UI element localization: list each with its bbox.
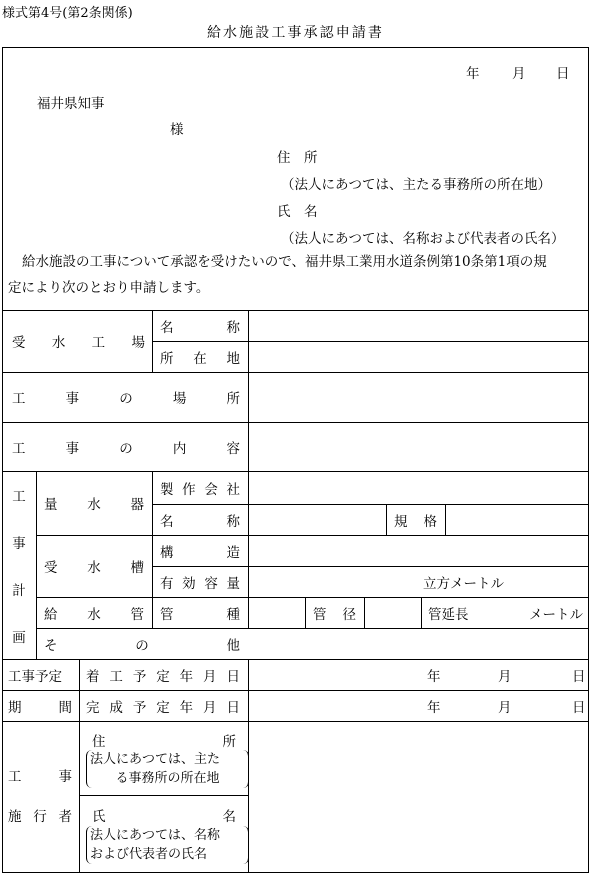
- water-tank-label: 受 水 槽: [44, 560, 144, 576]
- start-year-label: 年: [427, 669, 441, 685]
- contractor-address-note: 法人にあつては、主た る事務所の所在地: [86, 750, 249, 788]
- start-date-label: 着 工 予 定 年 月 日: [86, 668, 240, 685]
- construction-content-field[interactable]: [249, 423, 588, 471]
- form-number-label: 様式第4号(第2条関係): [2, 6, 133, 21]
- construction-site-label: 工 事 の 場 所: [12, 391, 240, 407]
- contractor-address-field[interactable]: [249, 722, 588, 795]
- contractor-address-label: 住 所: [92, 734, 236, 750]
- start-day-label: 日: [572, 669, 586, 685]
- construction-content-label: 工 事 の 内 容: [12, 440, 240, 457]
- construction-plan-label: 工 事 計 画: [12, 488, 26, 646]
- pipe-length-unit: メートル: [529, 606, 583, 623]
- start-date-field[interactable]: [249, 660, 588, 690]
- supply-pipe-label: 給 水 管: [44, 606, 144, 623]
- contractor-label-line2: 施 行 者: [8, 809, 72, 825]
- form-title: 給水施設工事承認申請書: [206, 25, 385, 41]
- water-meter-label: 量 水 器: [44, 497, 144, 513]
- contractor-name-label: 氏 名: [92, 809, 236, 825]
- tank-structure-label: 構 造: [160, 544, 240, 561]
- applicant-address-note: （法人にあつては、主たる事務所の所在地）: [281, 177, 551, 193]
- meter-name-field[interactable]: [249, 505, 385, 535]
- completion-date-label: 完 成 予 定 年 月 日: [86, 699, 240, 716]
- factory-location-field[interactable]: [249, 342, 588, 372]
- planned-period-label-line1: 工事予定: [8, 668, 62, 685]
- factory-name-label: 名 称: [160, 319, 240, 336]
- completion-date-field[interactable]: [249, 691, 588, 721]
- pipe-diameter-field[interactable]: [365, 598, 420, 628]
- completion-year-label: 年: [427, 700, 441, 716]
- tank-capacity-field[interactable]: [249, 566, 588, 597]
- meter-name-label: 名 称: [160, 513, 240, 530]
- meter-spec-field[interactable]: [446, 505, 588, 535]
- pipe-type-label: 管 種: [160, 606, 240, 623]
- body-text-line-2: 定により次のとおり申請します。: [8, 280, 210, 296]
- factory-location-label: 所 在 地: [160, 350, 240, 367]
- meter-spec-label: 規 格: [394, 513, 437, 530]
- factory-name-field[interactable]: [249, 311, 588, 341]
- other-field[interactable]: [249, 629, 588, 659]
- other-label: そ の 他: [44, 637, 240, 654]
- pipe-length-field[interactable]: [485, 597, 583, 628]
- tank-structure-field[interactable]: [249, 536, 588, 566]
- date-year-label: 年: [466, 66, 480, 82]
- contractor-name-note: 法人にあつては、名称 および代表者の氏名: [86, 826, 249, 864]
- contractor-label-line1: 工 事: [8, 769, 72, 785]
- construction-site-field[interactable]: [249, 373, 588, 422]
- applicant-name-label: 氏 名: [277, 204, 318, 220]
- receiving-factory-label: 受 水 工 場: [12, 335, 145, 351]
- applicant-address-label: 住 所: [277, 150, 318, 166]
- pipe-diameter-label: 管 径: [313, 606, 356, 623]
- body-text-line-1: 給水施設の工事について承認を受けたいので、福井県工業用水道条例第10条第1項の規: [22, 254, 547, 270]
- planned-period-label-line2: 期 間: [8, 699, 72, 716]
- contractor-name-field[interactable]: [249, 796, 588, 872]
- date-day-label: 日: [556, 66, 570, 82]
- pipe-type-field[interactable]: [249, 598, 304, 628]
- start-month-label: 月: [498, 669, 512, 685]
- manufacturer-field[interactable]: [249, 472, 588, 504]
- tank-capacity-label: 有 効 容 量: [160, 575, 240, 592]
- honorific: 様: [170, 122, 184, 138]
- pipe-length-label: 管延長: [428, 606, 469, 623]
- addressee: 福井県知事: [37, 96, 105, 112]
- manufacturer-label: 製 作 会 社: [160, 481, 240, 498]
- capacity-unit: 立方メートル: [423, 575, 504, 592]
- completion-month-label: 月: [498, 700, 512, 716]
- applicant-name-note: （法人にあつては、名称および代表者の氏名）: [281, 231, 565, 247]
- completion-day-label: 日: [572, 700, 586, 716]
- date-month-label: 月: [512, 66, 526, 82]
